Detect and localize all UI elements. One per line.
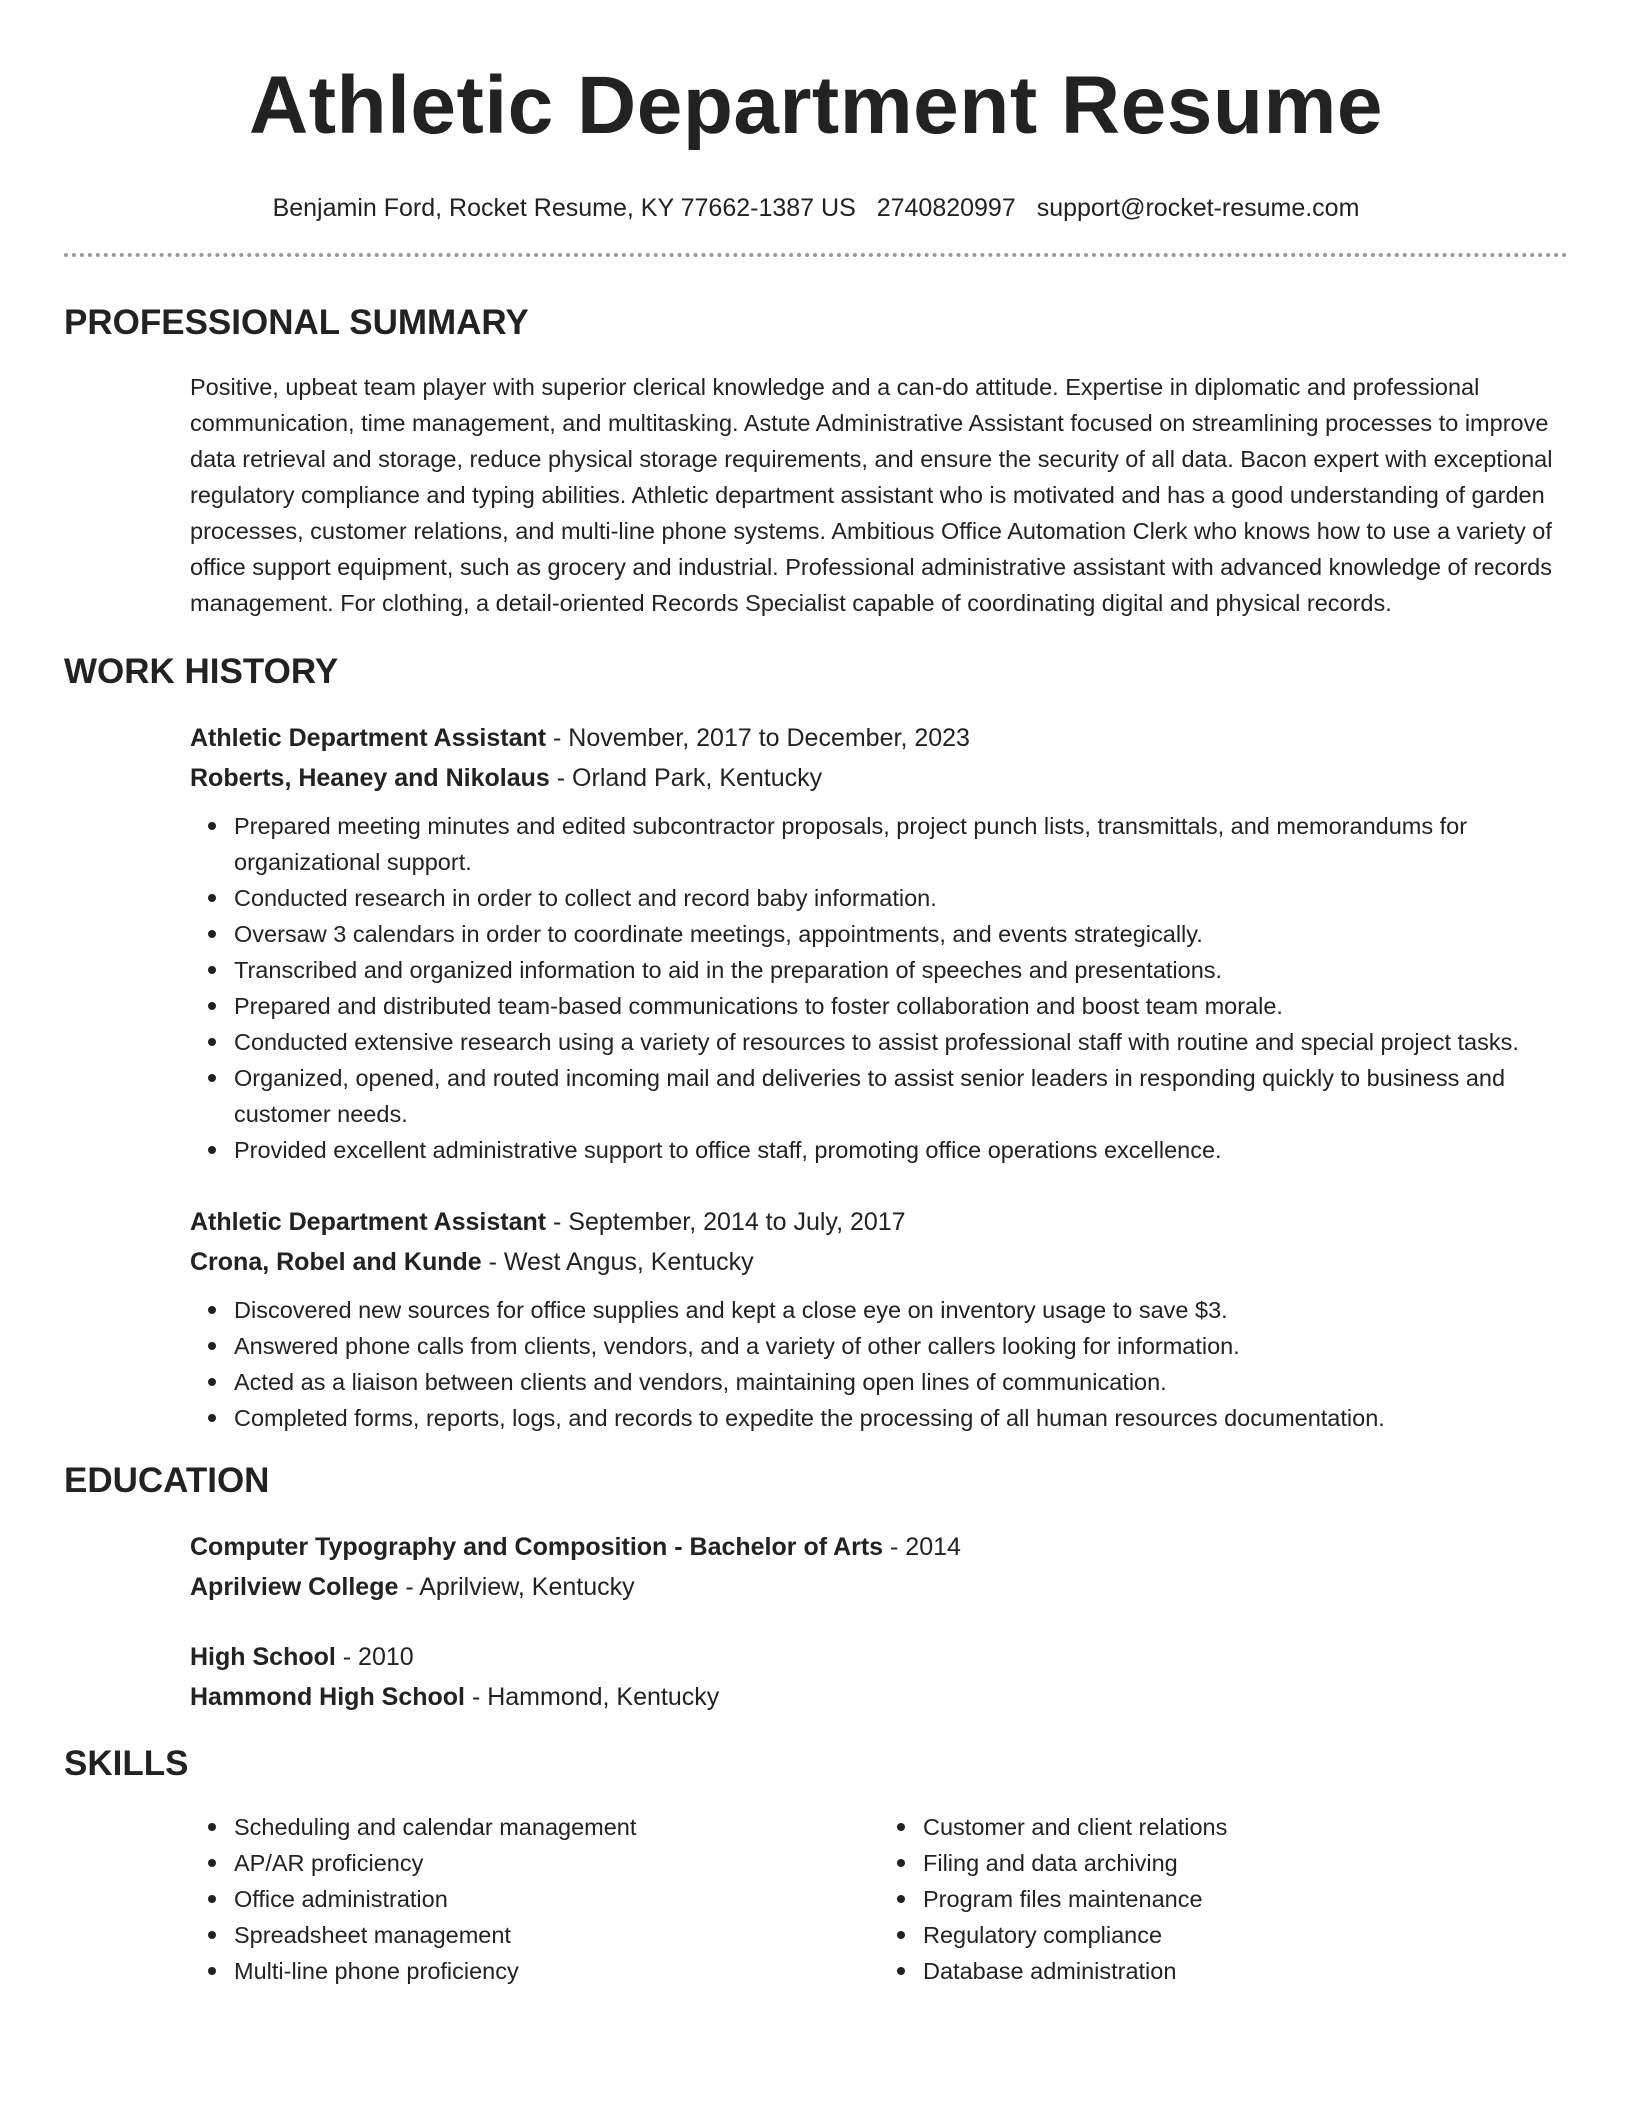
school-line: [190, 1567, 1568, 1607]
list-item: Prepared and distributed team-based communications to foster collaboration and boost team morale.: [234, 988, 1568, 1024]
list-item: Conducted extensive research using a variety of resources to assist professional staff with routine and special project tasks.: [234, 1024, 1568, 1060]
skill-item: Office administration: [234, 1881, 879, 1917]
list-item: Answered phone calls from clients, vendors, and a variety of other callers looking for information.: [234, 1328, 1568, 1364]
list-item: Acted as a liaison between clients and vendors, maintaining open lines of communication.: [234, 1364, 1568, 1400]
skill-item: Scheduling and calendar management: [234, 1809, 879, 1845]
list-item: Oversaw 3 calendars in order to coordinate meetings, appointments, and events strategically.: [234, 916, 1568, 952]
summary-text: Positive, upbeat team player with superior clerical knowledge and a can-do attitude. Expertise in diplomatic and professional communication, time management, and multitasking. Astute Administrative Assistant focused on streamlining processes to improve data retrieval and storage, reduce physical storage requirements, and ensure the security of all data. Bacon expert with exceptional regulatory compliance and typing abilities. Athletic department assistant who is motivated and has a good understanding of garden processes, customer relations, and multi-line phone systems. Ambitious Office Automation Clerk who knows how to use a variety of office support equipment, such as grocery and industrial. Professional administrative assistant with advanced knowledge of records management. For clothing, a detail-oriented Records Specialist capable of coordinating digital and physical records.: [190, 374, 1553, 616]
skill-item: Multi-line phone proficiency: [234, 1953, 879, 1989]
job-dates: - November, 2017 to December, 2023: [546, 724, 970, 752]
header-divider: [64, 253, 1568, 257]
list-item: Discovered new sources for office supplies and kept a close eye on inventory usage to save $3.: [234, 1292, 1568, 1328]
job-entry: [190, 718, 1568, 1168]
job-company: Roberts, Heaney and Nikolaus: [190, 764, 550, 792]
skill-item: Database administration: [923, 1953, 1568, 1989]
graduation-year: - 2014: [883, 1533, 961, 1561]
list-item: Organized, opened, and routed incoming mail and deliveries to assist senior leaders in responding quickly to business and customer needs.: [234, 1060, 1568, 1132]
summary-heading: PROFESSIONAL SUMMARY: [64, 303, 529, 342]
contact-line: [64, 192, 1568, 224]
job-duties-list: [190, 1292, 1568, 1436]
list-item: Completed forms, reports, logs, and records to expedite the processing of all human resources documentation.: [234, 1400, 1568, 1436]
skill-item: Regulatory compliance: [923, 1917, 1568, 1953]
education-section: [64, 1460, 1568, 1717]
skill-item: Program files maintenance: [923, 1881, 1568, 1917]
degree-line: [190, 1637, 1568, 1677]
job-dates: - September, 2014 to July, 2017: [546, 1208, 906, 1236]
skill-item: Filing and data archiving: [923, 1845, 1568, 1881]
school-line: [190, 1677, 1568, 1717]
skills-section: [64, 1743, 1568, 1989]
contact-phone: 2740820997: [876, 194, 1016, 222]
skills-heading: SKILLS: [64, 1744, 189, 1783]
job-title: Athletic Department Assistant: [190, 1208, 547, 1236]
skill-item: Customer and client relations: [923, 1809, 1568, 1845]
skill-item: AP/AR proficiency: [234, 1845, 879, 1881]
job-company-line: [190, 758, 1568, 798]
job-title: Athletic Department Assistant: [190, 724, 547, 752]
job-entry: [190, 1202, 1568, 1436]
work-history-section: [64, 651, 1568, 1436]
skills-list-right: [879, 1809, 1568, 1989]
summary-section: [64, 302, 1568, 621]
job-title-line: [190, 718, 1568, 758]
degree: High School: [190, 1643, 336, 1671]
graduation-year: - 2010: [335, 1643, 414, 1671]
education-entry: [190, 1637, 1568, 1717]
school-location: - Hammond, Kentucky: [465, 1683, 720, 1711]
list-item: Transcribed and organized information to aid in the preparation of speeches and presentations.: [234, 952, 1568, 988]
job-location: - Orland Park, Kentucky: [549, 764, 823, 792]
skills-columns: [190, 1809, 1568, 1989]
list-item: Prepared meeting minutes and edited subcontractor proposals, project punch lists, transmittals, and memorandums for organizational support.: [234, 808, 1568, 880]
work-history-heading: WORK HISTORY: [64, 652, 339, 691]
job-company-line: [190, 1242, 1568, 1282]
job-company: Crona, Robel and Kunde: [190, 1248, 482, 1276]
resume-title: Athletic Department Resume: [249, 60, 1383, 151]
skills-list-left: [190, 1809, 879, 1989]
job-duties-list: [190, 808, 1568, 1168]
education-heading: EDUCATION: [64, 1461, 270, 1500]
list-item: Provided excellent administrative support to office staff, promoting office operations excellence.: [234, 1132, 1568, 1168]
school-location: - Aprilview, Kentucky: [398, 1573, 635, 1601]
skill-item: Spreadsheet management: [234, 1917, 879, 1953]
list-item: Conducted research in order to collect and record baby information.: [234, 880, 1568, 916]
degree: Computer Typography and Composition - Bachelor of Arts: [190, 1533, 884, 1561]
school-name: Hammond High School: [190, 1683, 465, 1711]
contact-email: support@rocket-resume.com: [1036, 194, 1360, 222]
degree-line: [190, 1527, 1568, 1567]
contact-address: Benjamin Ford, Rocket Resume, KY 77662-1387 US: [272, 194, 856, 222]
school-name: Aprilview College: [190, 1573, 399, 1601]
job-location: - West Angus, Kentucky: [481, 1248, 754, 1276]
education-entry: [190, 1527, 1568, 1607]
job-title-line: [190, 1202, 1568, 1242]
